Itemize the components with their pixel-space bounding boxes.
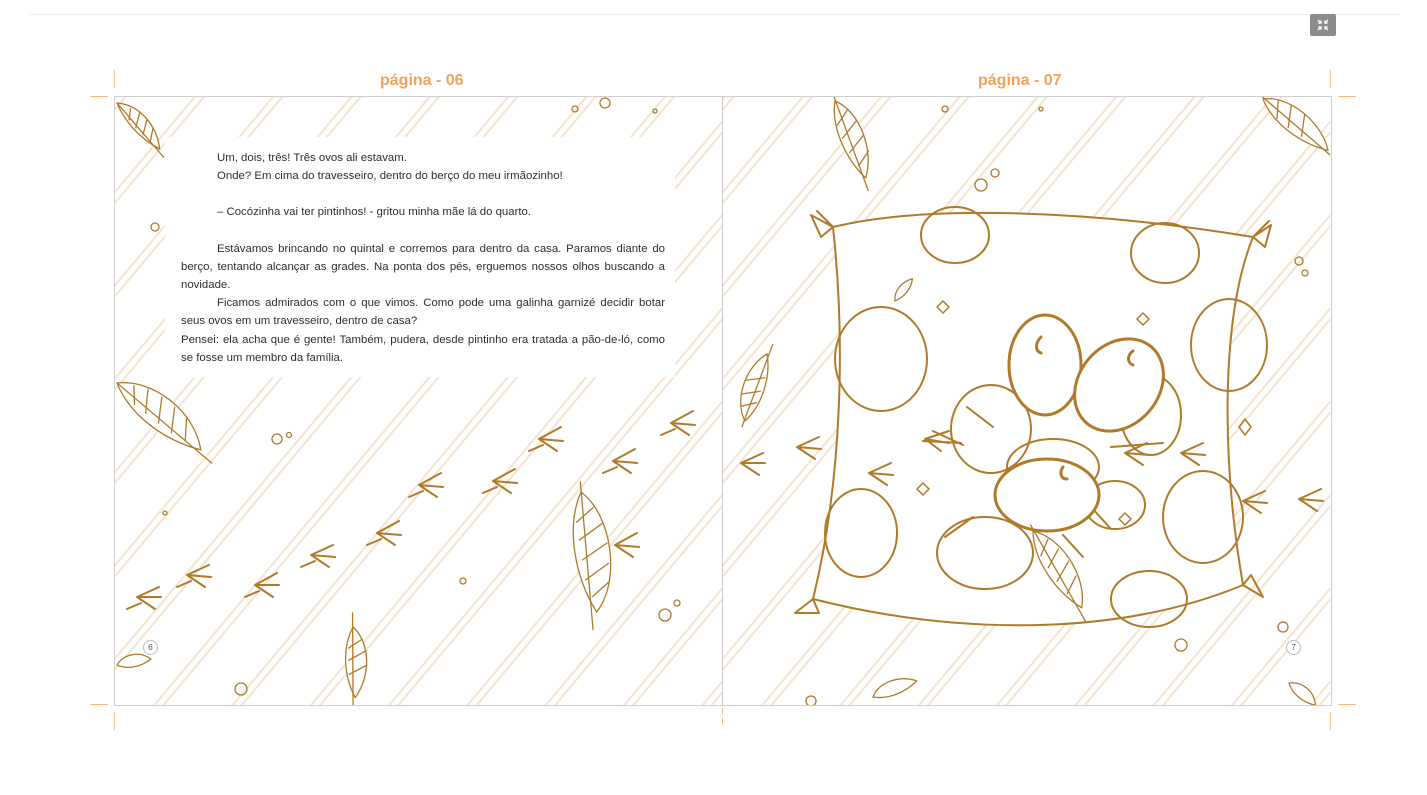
story-paragraph: Ficamos admirados com o que vimos. Como pode uma galinha garnizé decidir botar seus ovos em um travesseiro, dentro de casa? bbox=[181, 297, 665, 328]
story-paragraph: Estávamos brincando no quintal e corremos para dentro da casa. Paramos diante do berço, tentando alcançar as grades. Na ponta dos pés, erguemos nossos olhos buscando a novidade. bbox=[181, 242, 665, 292]
story-text bbox=[181, 149, 665, 367]
story-dialogue: – Cocózinha vai ter pintinhos! - gritou minha mãe lá do quarto. bbox=[217, 206, 532, 219]
egg-icon bbox=[1009, 315, 1081, 415]
page-06[interactable] bbox=[115, 97, 722, 705]
fold-mark bbox=[722, 708, 723, 715]
crop-mark bbox=[1330, 70, 1331, 88]
page-07-illustration bbox=[723, 97, 1330, 705]
story-line: Um, dois, três! Três ovos ali estavam. bbox=[217, 152, 407, 164]
crop-mark bbox=[90, 704, 108, 705]
story-paragraph: Pensei: ela acha que é gente! Também, pudera, desde pintinho era tratada a pão-de-ló, como se fosse um membro da família. bbox=[181, 333, 665, 364]
exit-fullscreen-button[interactable] bbox=[1310, 14, 1336, 36]
crop-mark bbox=[90, 96, 108, 97]
story-line: Onde? Em cima do travesseiro, dentro do berço do meu irmãozinho! bbox=[217, 170, 563, 183]
page-07[interactable] bbox=[723, 97, 1330, 705]
page-label-07: página - 07 bbox=[978, 72, 1062, 89]
egg-icon bbox=[995, 459, 1099, 531]
crop-mark bbox=[114, 70, 115, 88]
collapse-arrows-icon bbox=[1310, 14, 1336, 36]
fold-mark bbox=[722, 718, 723, 725]
crop-mark bbox=[1330, 712, 1331, 730]
toolbar-divider bbox=[30, 14, 1400, 15]
crop-mark bbox=[1338, 704, 1356, 705]
page-number: 7 bbox=[1286, 640, 1301, 655]
book-spread bbox=[114, 96, 1332, 706]
crop-mark bbox=[1338, 96, 1356, 97]
crop-mark bbox=[114, 712, 115, 730]
page-number: 6 bbox=[143, 640, 158, 655]
page-label-06: página - 06 bbox=[380, 72, 464, 89]
